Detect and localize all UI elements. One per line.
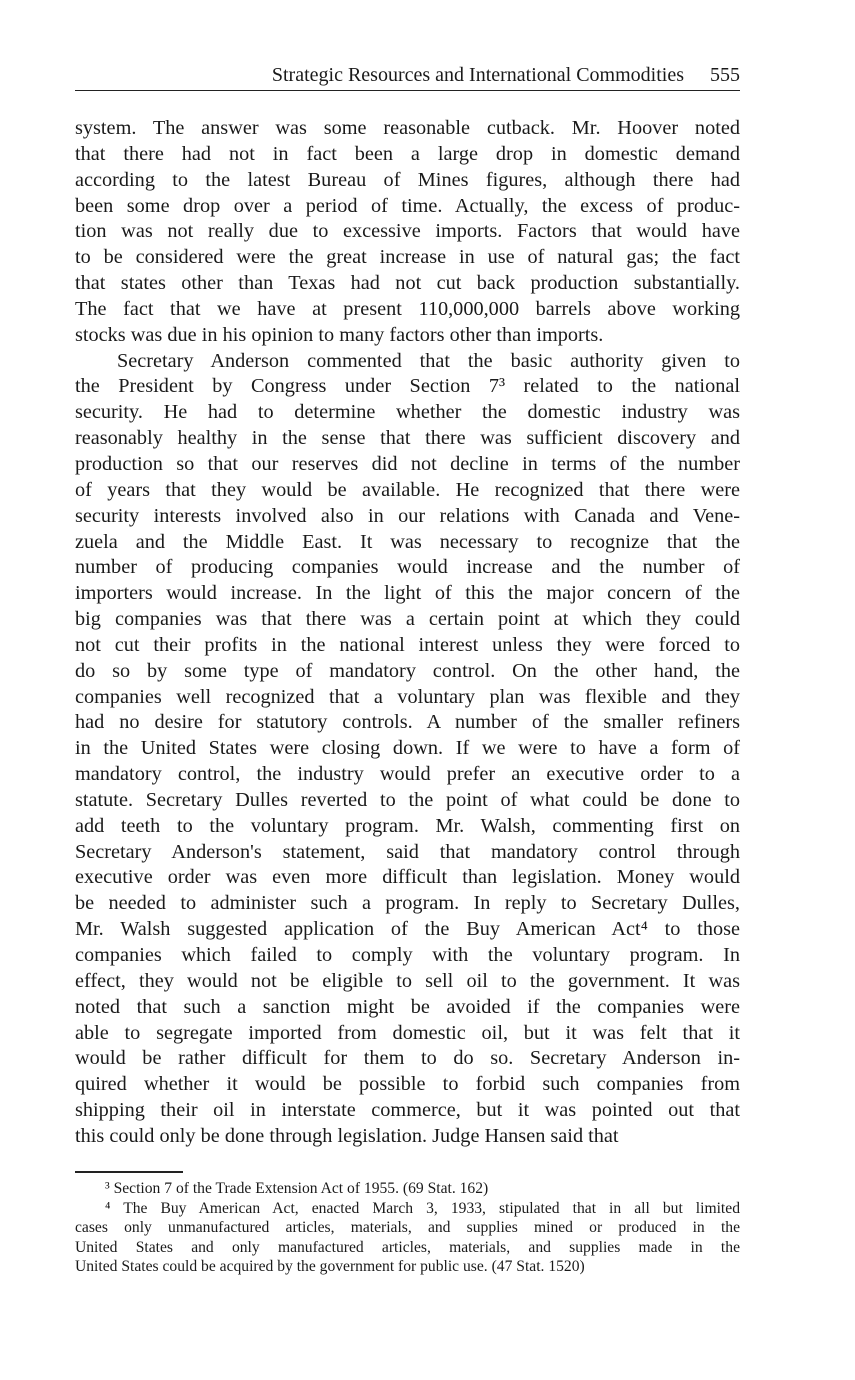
footnote — [75, 1179, 740, 1199]
text-line: mandatory control, the industry would prefer an executive order to a — [75, 763, 740, 786]
text-line: add teeth to the voluntary program. Mr. Walsh, commenting first on — [75, 814, 740, 837]
text-line: security interests involved also in our relations with Canada and Vene- — [75, 504, 740, 527]
body-text — [75, 116, 740, 1150]
text-line: Mr. Walsh suggested application of the Buy American Act⁴ to those — [75, 918, 740, 941]
text-line: system. The answer was some reasonable cutback. Mr. Hoover noted — [75, 117, 740, 139]
footnotes — [75, 1179, 740, 1277]
text-line: statute. Secretary Dulles reverted to the point of what could be done to — [75, 788, 740, 811]
text-line: Secretary Anderson commented that the basic authority given to — [117, 349, 740, 372]
text-line: companies which failed to comply with the voluntary program. In — [75, 944, 740, 966]
text-line: that states other than Texas had not cut back production substantially. — [75, 272, 740, 295]
text-line: been some drop over a period of time. Actually, the excess of produc- — [75, 194, 740, 217]
text-line: big companies was that there was a certain point at which they could — [75, 608, 740, 631]
text-line: according to the latest Bureau of Mines figures, although there had — [75, 168, 740, 191]
text-line: reasonably healthy in the sense that there was sufficient discovery and — [75, 427, 740, 450]
text-line: not cut their profits in the national interest unless they were forced to — [75, 633, 740, 656]
text-line: be needed to administer such a program. In reply to Secretary Dulles, — [75, 892, 740, 915]
text-line: able to segregate imported from domestic oil, but it was felt that it — [75, 1021, 740, 1044]
text-line: noted that such a sanction might be avoided if the companies were — [75, 995, 740, 1018]
footnote-line: cases only unmanufactured articles, materials, and supplies mined or produced in the — [75, 1219, 740, 1236]
footnote-rule — [75, 1171, 183, 1173]
text-line: The fact that we have at present 110,000,000 barrels above working — [75, 297, 740, 320]
text-line: to be considered were the great increase in use of natural gas; the fact — [75, 246, 740, 269]
text-line: would be rather difficult for them to do so. Secretary Anderson in- — [75, 1047, 740, 1070]
text-line: that there had not in fact been a large drop in domestic demand — [75, 142, 740, 165]
text-line: quired whether it would be possible to forbid such companies from — [75, 1073, 740, 1096]
text-line: companies well recognized that a voluntary plan was flexible and they — [75, 685, 740, 708]
text-line: this could only be done through legislation. Judge Hansen said that — [75, 1124, 619, 1147]
footnote-line: United States could be acquired by the government for public use. (47 Stat. 1520) — [75, 1258, 585, 1275]
running-header — [75, 62, 740, 91]
page-number: 555 — [710, 64, 740, 86]
text-line: of years that they would be available. He recognized that there were — [75, 478, 740, 501]
text-line: in the United States were closing down. If we were to have a form of — [75, 737, 740, 760]
text-line: stocks was due in his opinion to many factors other than imports. — [75, 323, 604, 346]
paragraph — [75, 116, 740, 349]
text-line: shipping their oil in interstate commerce, but it was pointed out that — [75, 1099, 740, 1122]
text-line: do so by some type of mandatory control. On the other hand, the — [75, 659, 740, 682]
text-line: had no desire for statutory controls. A number of the smaller refiners — [75, 711, 740, 734]
text-line: the President by Congress under Section 7³ related to the national — [75, 375, 740, 398]
text-line: importers would increase. In the light of this the major concern of the — [75, 582, 740, 605]
text-line: effect, they would not be eligible to sell oil to the government. It was — [75, 969, 740, 992]
text-line: Secretary Anderson's statement, said that mandatory control through — [75, 840, 740, 863]
text-line: executive order was even more difficult than legislation. Money would — [75, 866, 740, 889]
text-line: number of producing companies would increase and the number of — [75, 556, 740, 579]
running-title: Strategic Resources and International Commodities — [271, 64, 684, 86]
footnote — [75, 1199, 740, 1277]
footnote-line: United States and only manufactured articles, materials, and supplies made in the — [75, 1238, 740, 1256]
footnote-line: ⁴ The Buy American Act, enacted March 3, 1933, stipulated that in all but limited — [105, 1199, 740, 1217]
text-line: security. He had to determine whether the domestic industry was — [75, 401, 740, 424]
footnote-line: ³ Section 7 of the Trade Extension Act of 1955. (69 Stat. 162) — [105, 1180, 489, 1197]
text-line: zuela and the Middle East. It was necessary to recognize that the — [75, 530, 740, 553]
text-line: tion was not really due to excessive imports. Factors that would have — [75, 220, 740, 243]
paragraph — [75, 349, 740, 1150]
text-line: production so that our reserves did not decline in terms of the number — [75, 452, 740, 475]
